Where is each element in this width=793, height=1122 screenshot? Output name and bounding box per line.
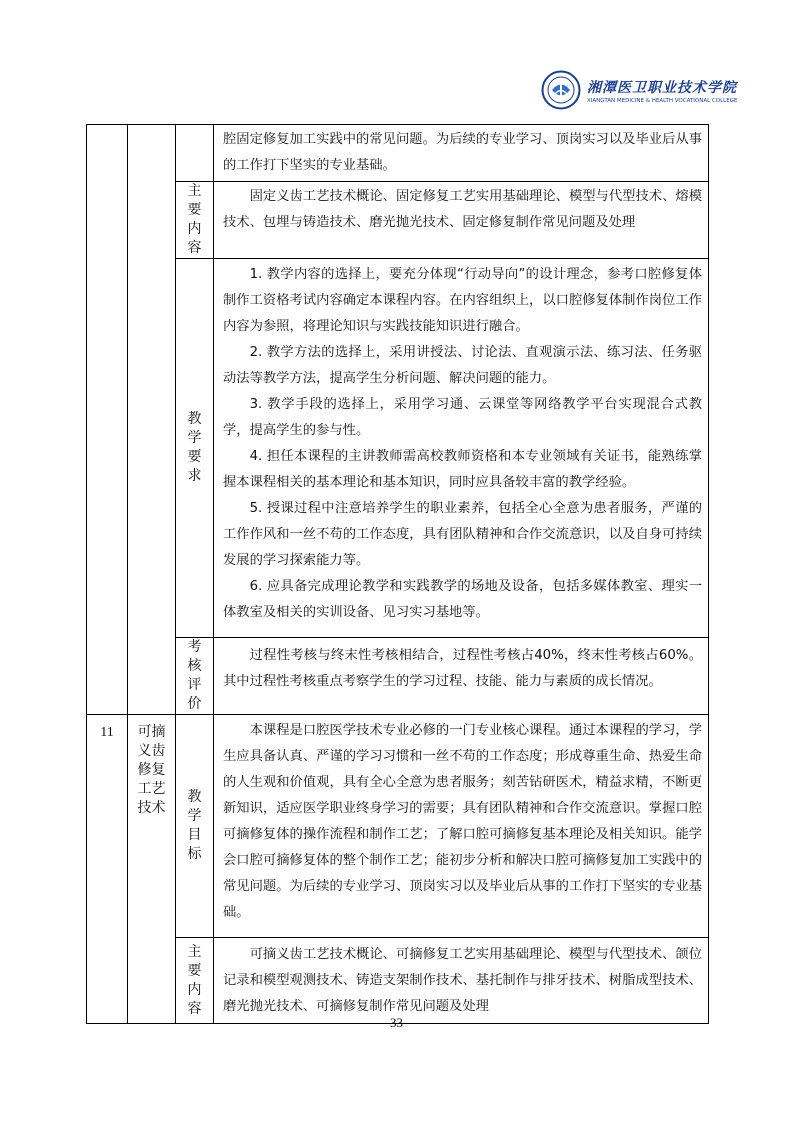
course-name: 可摘义齿修复工艺技术 xyxy=(137,724,166,816)
table-row xyxy=(87,259,709,638)
course-number-cell-prev xyxy=(87,125,128,715)
requirement-label: 教学要求 xyxy=(187,411,202,484)
requirement-label-cell xyxy=(176,259,214,638)
requirement-item: 5. 授课过程中注意培养学生的职业素养，包括全心全意为患者服务，严谨的工作作风和一丝不苟的工作态度，具有团队精神和合作交流意识，以及自身可持续发展的学习探索能力等。 xyxy=(223,501,702,568)
logo-english-name: XIANGTAN MEDICINE & HEALTH VOCATIONAL COLLEGE xyxy=(587,97,738,104)
evaluation-text: 过程性考核与终末性考核相结合，过程性考核占40%，终末性考核占60%。其中过程性考核重点考察学生的学习过程、技能、能力与素质的成长情况。 xyxy=(223,648,702,689)
goal-continuation-cell xyxy=(214,125,709,182)
evaluation-label-cell xyxy=(176,638,214,715)
course-name-cell-prev xyxy=(128,125,176,715)
college-logo xyxy=(541,68,738,112)
content-label-cell xyxy=(176,182,214,259)
goal-continuation-text: 腔固定修复加工实践中的常见问题。为后续的专业学习、顶岗实习以及毕业后从事的工作打下坚实的专业基础。 xyxy=(223,132,702,173)
table-row xyxy=(87,638,709,715)
requirement-item: 2. 教学方法的选择上，采用讲授法、讨论法、直观演示法、练习法、任务驱动法等教学方法，提高学生分析问题、解决问题的能力。 xyxy=(223,345,702,386)
evaluation-label: 考核评价 xyxy=(187,639,202,712)
requirement-item: 4. 担任本课程的主讲教师需高校教师资格和本专业领域有关证书，能熟练掌握本课程相关的基本理论和基本知识，同时应具备较丰富的教学经验。 xyxy=(223,449,702,490)
goal-text: 本课程是口腔医学技术专业必修的一门专业核心课程。通过本课程的学习，学生应具备认真、严谨的学习习惯和一丝不苟的工作态度；形成尊重生命、热爱生命的人生观和价值观，具有全心全意为患者服务；刻苦钻研医术，精益求精，不断更新知识，适应医学职业终身学习的需要；具有团队精神和合作交流意识。掌握口腔可摘修复体的操作流程和制作工艺；了解口腔可摘修复基本理论及相关知识。能学会口腔可摘修复体的整个制作工艺；能初步分析和解决口腔可摘修复加工实践中的常见问题。为后续的专业学习、顶岗实习以及毕业后从事的工作打下坚实的专业基础。 xyxy=(223,723,702,920)
table-row xyxy=(87,715,709,938)
goal-label: 教学目标 xyxy=(187,789,202,862)
requirement-item: 3. 教学手段的选择上，采用学习通、云课堂等网络教学平台实现混合式教学，提高学生的参与性。 xyxy=(223,397,702,438)
course-number: 11 xyxy=(100,725,114,740)
goal-label-cell xyxy=(176,715,214,938)
college-emblem-icon xyxy=(541,70,581,110)
course-name-cell xyxy=(128,715,176,1024)
curriculum-table xyxy=(86,124,709,1024)
content-label: 主要内容 xyxy=(187,183,202,256)
content2-label: 主要内容 xyxy=(187,943,202,1017)
page-number: 33 xyxy=(390,1015,403,1030)
requirement-item: 6. 应具备完成理论教学和实践教学的场地及设备，包括多媒体教室、理实一体教室及相关的实训设备、见习实习基地等。 xyxy=(223,579,702,620)
table-row xyxy=(87,182,709,259)
evaluation-cell xyxy=(214,638,709,715)
course-number-cell xyxy=(87,715,128,1024)
content-text: 固定义齿工艺技术概论、固定修复工艺实用基础理论、模型与代型技术、熔模技术、包埋与铸造技术、磨光抛光技术、固定修复制作常见问题及处理 xyxy=(223,189,702,230)
content2-label-cell xyxy=(176,938,214,1024)
content2-cell xyxy=(214,938,709,1024)
table-row xyxy=(87,938,709,1024)
content2-text: 可摘义齿工艺技术概论、可摘修复工艺实用基础理论、模型与代型技术、颌位记录和模型观测技术、铸造支架制作技术、基托制作与排牙技术、树脂成型技术、磨光抛光技术、可摘修复制作常见问题及处理 xyxy=(223,947,702,1014)
label-cell-empty xyxy=(176,125,214,182)
goal-cell xyxy=(214,715,709,938)
content-cell xyxy=(214,182,709,259)
requirement-item: 1. 教学内容的选择上，要充分体现“行动导向”的设计理念，参考口腔修复体制作工资格考试内容确定本课程内容。在内容组织上，以口腔修复体制作岗位工作内容为参照，将理论知识与实践技能知识进行融合。 xyxy=(223,267,702,334)
table-row xyxy=(87,125,709,182)
requirement-cell xyxy=(214,259,709,638)
logo-chinese-name: 湘潭医卫职业技术学院 xyxy=(587,79,737,96)
